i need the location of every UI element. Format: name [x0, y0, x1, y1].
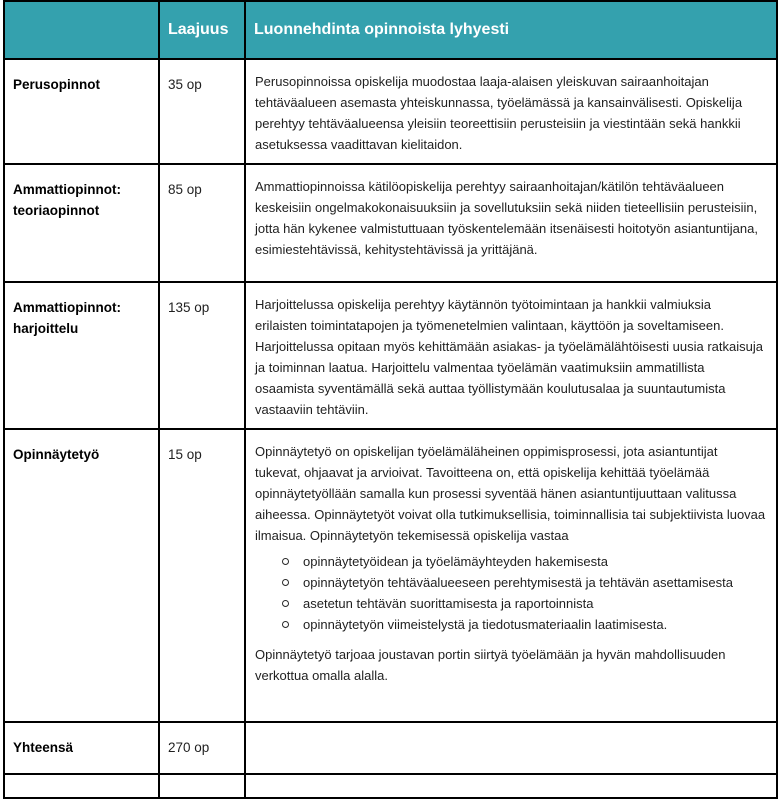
header-cell-category	[4, 1, 159, 59]
bullet-item: asetetun tehtävän suorittamisesta ja raportoinnista	[303, 593, 766, 614]
description-paragraph: Opinnäytetyö tarjoaa joustavan portin siirtyä työelämään ja hyvän mahdollisuuden verkottua omalla alalla.	[255, 647, 726, 683]
table-row	[4, 429, 777, 722]
table-row	[4, 722, 777, 774]
bullet-item: opinnäytetyöidean ja työelämäyhteyden hakemisesta	[303, 551, 766, 572]
header-cell-scope: Laajuus	[159, 1, 245, 59]
partial-row	[4, 774, 777, 798]
partial-row-cell	[245, 774, 777, 798]
table-row	[4, 59, 777, 164]
bullet-item: opinnäytetyön viimeistelystä ja tiedotusmateriaalin laatimisesta.	[303, 614, 766, 635]
document-page	[3, 0, 778, 799]
row-description	[245, 429, 777, 722]
row-label: Ammattiopinnot: teoriaopinnot	[4, 164, 159, 282]
row-label: Yhteensä	[4, 722, 159, 774]
row-description	[245, 282, 777, 429]
row-description	[245, 59, 777, 164]
table-body	[4, 59, 777, 798]
partial-row-cell	[4, 774, 159, 798]
row-credits: 15 op	[159, 429, 245, 722]
row-credits: 270 op	[159, 722, 245, 774]
row-credits: 35 op	[159, 59, 245, 164]
row-credits: 135 op	[159, 282, 245, 429]
description-paragraph: Opinnäytetyö on opiskelijan työelämäläheinen oppimisprosessi, jota asiantuntijat tukevat, ohjaavat ja arvioivat. Tavoitteena on, että opiskelija kehittää työelämää opinnäytetyöllään samalla kun prosessi syventää hänen asiantuntijuuttaan valitussa aiheessa. Opinnäytetyöt voivat olla tutkimuksellisia, toiminnallisia tai subjektiivista luovaa ilmaisua. Opinnäytetyön tekemisessä opiskelija vastaa	[255, 444, 766, 543]
header-row	[4, 1, 777, 59]
row-label: Opinnäytetyö	[4, 429, 159, 722]
description-paragraph: Ammattiopinnoissa kätilöopiskelija perehtyy sairaanhoitajan/kätilön tehtäväalueen keskeisiin ongelmakokonaisuuksiin ja sovellutuksiin sekä niiden tieteellisiin perusteisiin, jotta hän kykenee valmistuttuaan työskentelemään itsenäisesti hoitotyön asiantuntijana, esimiestehtävissä, kehitystehtävissä ja yrittäjänä.	[255, 179, 758, 257]
description-bullet-list	[255, 551, 766, 635]
row-description	[245, 722, 777, 774]
description-paragraph: Harjoittelussa opiskelija perehtyy käytännön työtoimintaan ja hankkii valmiuksia erilaisten toimintatapojen ja työmenetelmien valintaan, käyttöön ja soveltamiseen. Harjoittelussa opitaan myös kehittämään asiakas- ja työelämälähtöisesti uusia ratkaisuja ja toiminnan laatua. Harjoittelu valmentaa työelämän vaatimuksiin ammatillista osaamista syventämällä sekä auttaa työllistymään koulutusalaa ja suuntautumista vastaaviin tehtäviin.	[255, 297, 763, 417]
study-structure-table	[3, 0, 778, 799]
header-cell-description: Luonnehdinta opinnoista lyhyesti	[245, 1, 777, 59]
table-header	[4, 1, 777, 59]
row-description	[245, 164, 777, 282]
description-paragraph: Perusopinnoissa opiskelija muodostaa laaja-alaisen yleiskuvan sairaanhoitajan tehtäväalueen asemasta yhteiskunnassa, työelämässä ja kansainvälisesti. Opiskelija perehtyy tehtäväalueensa yleisiin teoreettisiin perusteisiin ja viestintään sekä hankkii asetuksessa vaadittavan kielitaidon.	[255, 74, 743, 152]
row-label: Perusopinnot	[4, 59, 159, 164]
table-row	[4, 282, 777, 429]
table-row	[4, 164, 777, 282]
bullet-item: opinnäytetyön tehtäväalueeseen perehtymisestä ja tehtävän asettamisesta	[303, 572, 766, 593]
row-credits: 85 op	[159, 164, 245, 282]
partial-row-cell	[159, 774, 245, 798]
row-label: Ammattiopinnot: harjoittelu	[4, 282, 159, 429]
